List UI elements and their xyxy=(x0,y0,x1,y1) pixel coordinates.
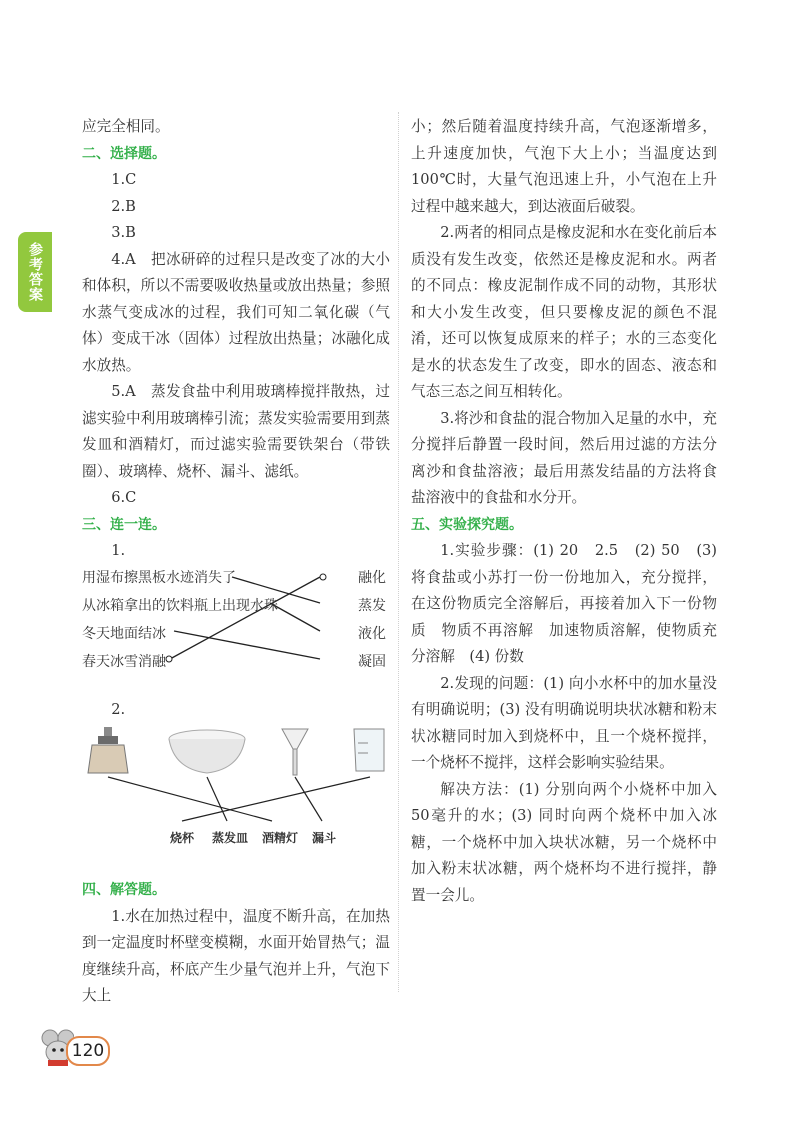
section-heading-choice: 二、选择题。 xyxy=(82,145,166,162)
label-funnel: 漏斗 xyxy=(312,831,337,845)
label-evaporating-dish: 蒸发皿 xyxy=(212,831,249,845)
left-column xyxy=(82,114,390,1010)
matching-diagram-2 xyxy=(82,723,390,853)
match-line xyxy=(108,777,272,821)
beaker-icon xyxy=(354,729,384,771)
column-divider xyxy=(398,112,399,992)
answer-4: 4.A 把冰研碎的过程只是改变了冰的大小和体积，所以不需要吸收热量或放出热量；参照水蒸气变成冰的过程，我们可知二氧化碳（气体）变成干冰（固体）过程放出热量；冰融化成水放热。 xyxy=(82,250,390,374)
match-right-1: 融化 xyxy=(358,569,386,586)
experiment-2-answer: 2.发现的问题：(1) 向小水杯中的加水量没有明确说明；(3) 没有明确说明块状冰糖和粉末状冰糖同时加入到烧杯中，且一个烧杯搅拌，一个烧杯不搅拌，这样会影响实验结果。 xyxy=(411,674,717,771)
experiment-1-answer: 1.实验步骤：(1) 20 2.5 (2) 50 (3) 将食盐或小苏打一份一份地加入，充分搅拌，在这份物质完全溶解后，再接着加入下一份物质 物质不再溶解 加速物质溶解，使物质充分溶解 (4) 份数 xyxy=(411,542,717,665)
section-heading-match: 三、连一连。 xyxy=(82,516,166,533)
answer-6: 6.C xyxy=(111,489,137,506)
answer-2: 2.B xyxy=(111,197,136,215)
evaporating-dish-icon xyxy=(169,730,245,773)
match-right-3: 液化 xyxy=(358,625,386,642)
match-line xyxy=(295,777,322,821)
section-heading-experiment: 五、实验探究题。 xyxy=(411,516,523,533)
question-3-answer: 3.将沙和食盐的混合物加入足量的水中，充分搅拌后静置一段时间，然后用过滤的方法分离沙和食盐溶液；最后用蒸发结晶的方法将食盐溶液中的食盐和水分开。 xyxy=(411,409,717,506)
match-anchor xyxy=(320,574,326,580)
answer-1: 1.C xyxy=(111,171,137,188)
continued-text: 应完全相同。 xyxy=(82,118,170,135)
funnel-icon xyxy=(282,729,308,775)
alcohol-lamp-icon xyxy=(88,727,128,773)
answer-5: 5.A 蒸发食盐中利用玻璃棒搅拌散热，过滤实验中利用玻璃棒引流；蒸发实验需要用到蒸发皿和酒精灯，而过滤实验需要铁架台（带铁圈）、玻璃棒、烧杯、漏斗、滤纸。 xyxy=(82,383,390,480)
question-2-answer: 2.两者的相同点是橡皮泥和水在变化前后本质没有发生改变，依然还是橡皮泥和水。两者的不同点：橡皮泥制作成不同的动物，其形状和大小发生改变，但只要橡皮泥的颜色不混淆，还可以恢复成原来的样子；水的三态变化是水的状态发生了改变，即水的固态、液态和气态三态之间互相转化。 xyxy=(411,224,717,400)
label-beaker: 烧杯 xyxy=(170,831,195,845)
answer-3: 3.B xyxy=(111,224,136,241)
answer-key-tab-label: 参考答案 xyxy=(27,242,43,302)
page-number: 120 xyxy=(66,1036,110,1066)
experiment-solution: 解决方法：(1) 分别向两个小烧杯中加入50毫升的水；(3) 同时向两个烧杯中加入冰糖，一个烧杯中加入块状冰糖，另一个烧杯中加入粉末状冰糖，两个烧杯均不进行搅拌，静置一会儿。 xyxy=(411,780,717,904)
match-anchor xyxy=(166,656,172,662)
match-left-3: 冬天地面结冰 xyxy=(82,625,166,642)
match-left-4: 春天冰雪消融 xyxy=(82,653,166,670)
right-column xyxy=(411,114,717,909)
match-1-number: 1. xyxy=(111,542,126,559)
label-alcohol-lamp: 酒精灯 xyxy=(262,831,299,845)
match-right-4: 凝固 xyxy=(358,653,386,670)
match-2-number: 2. xyxy=(111,700,126,718)
match-left-1: 用湿布擦黑板水迹消失了 xyxy=(82,569,236,586)
question-1-continued: 小；然后随着温度持续升高，气泡逐渐增多，上升速度加快，气泡下大上小；当温度达到100℃时，大量气泡迅速上升，小气泡在上升过程中越来越大，到达液面后破裂。 xyxy=(411,118,717,215)
answer-key-tab xyxy=(18,232,52,312)
section-heading-answer: 四、解答题。 xyxy=(82,882,166,898)
question-1-answer: 1.水在加热过程中，温度不断升高，在加热到一定温度时杯壁变模糊，水面开始冒热气；温度继续升高，杯底产生少量气泡并上升，气泡下大上 xyxy=(82,907,390,1004)
match-right-2: 蒸发 xyxy=(358,597,386,614)
match-left-2: 从冰箱拿出的饮料瓶上出现水珠 xyxy=(82,597,278,614)
page-number-area xyxy=(40,1028,110,1068)
matching-diagram-1 xyxy=(82,565,390,685)
